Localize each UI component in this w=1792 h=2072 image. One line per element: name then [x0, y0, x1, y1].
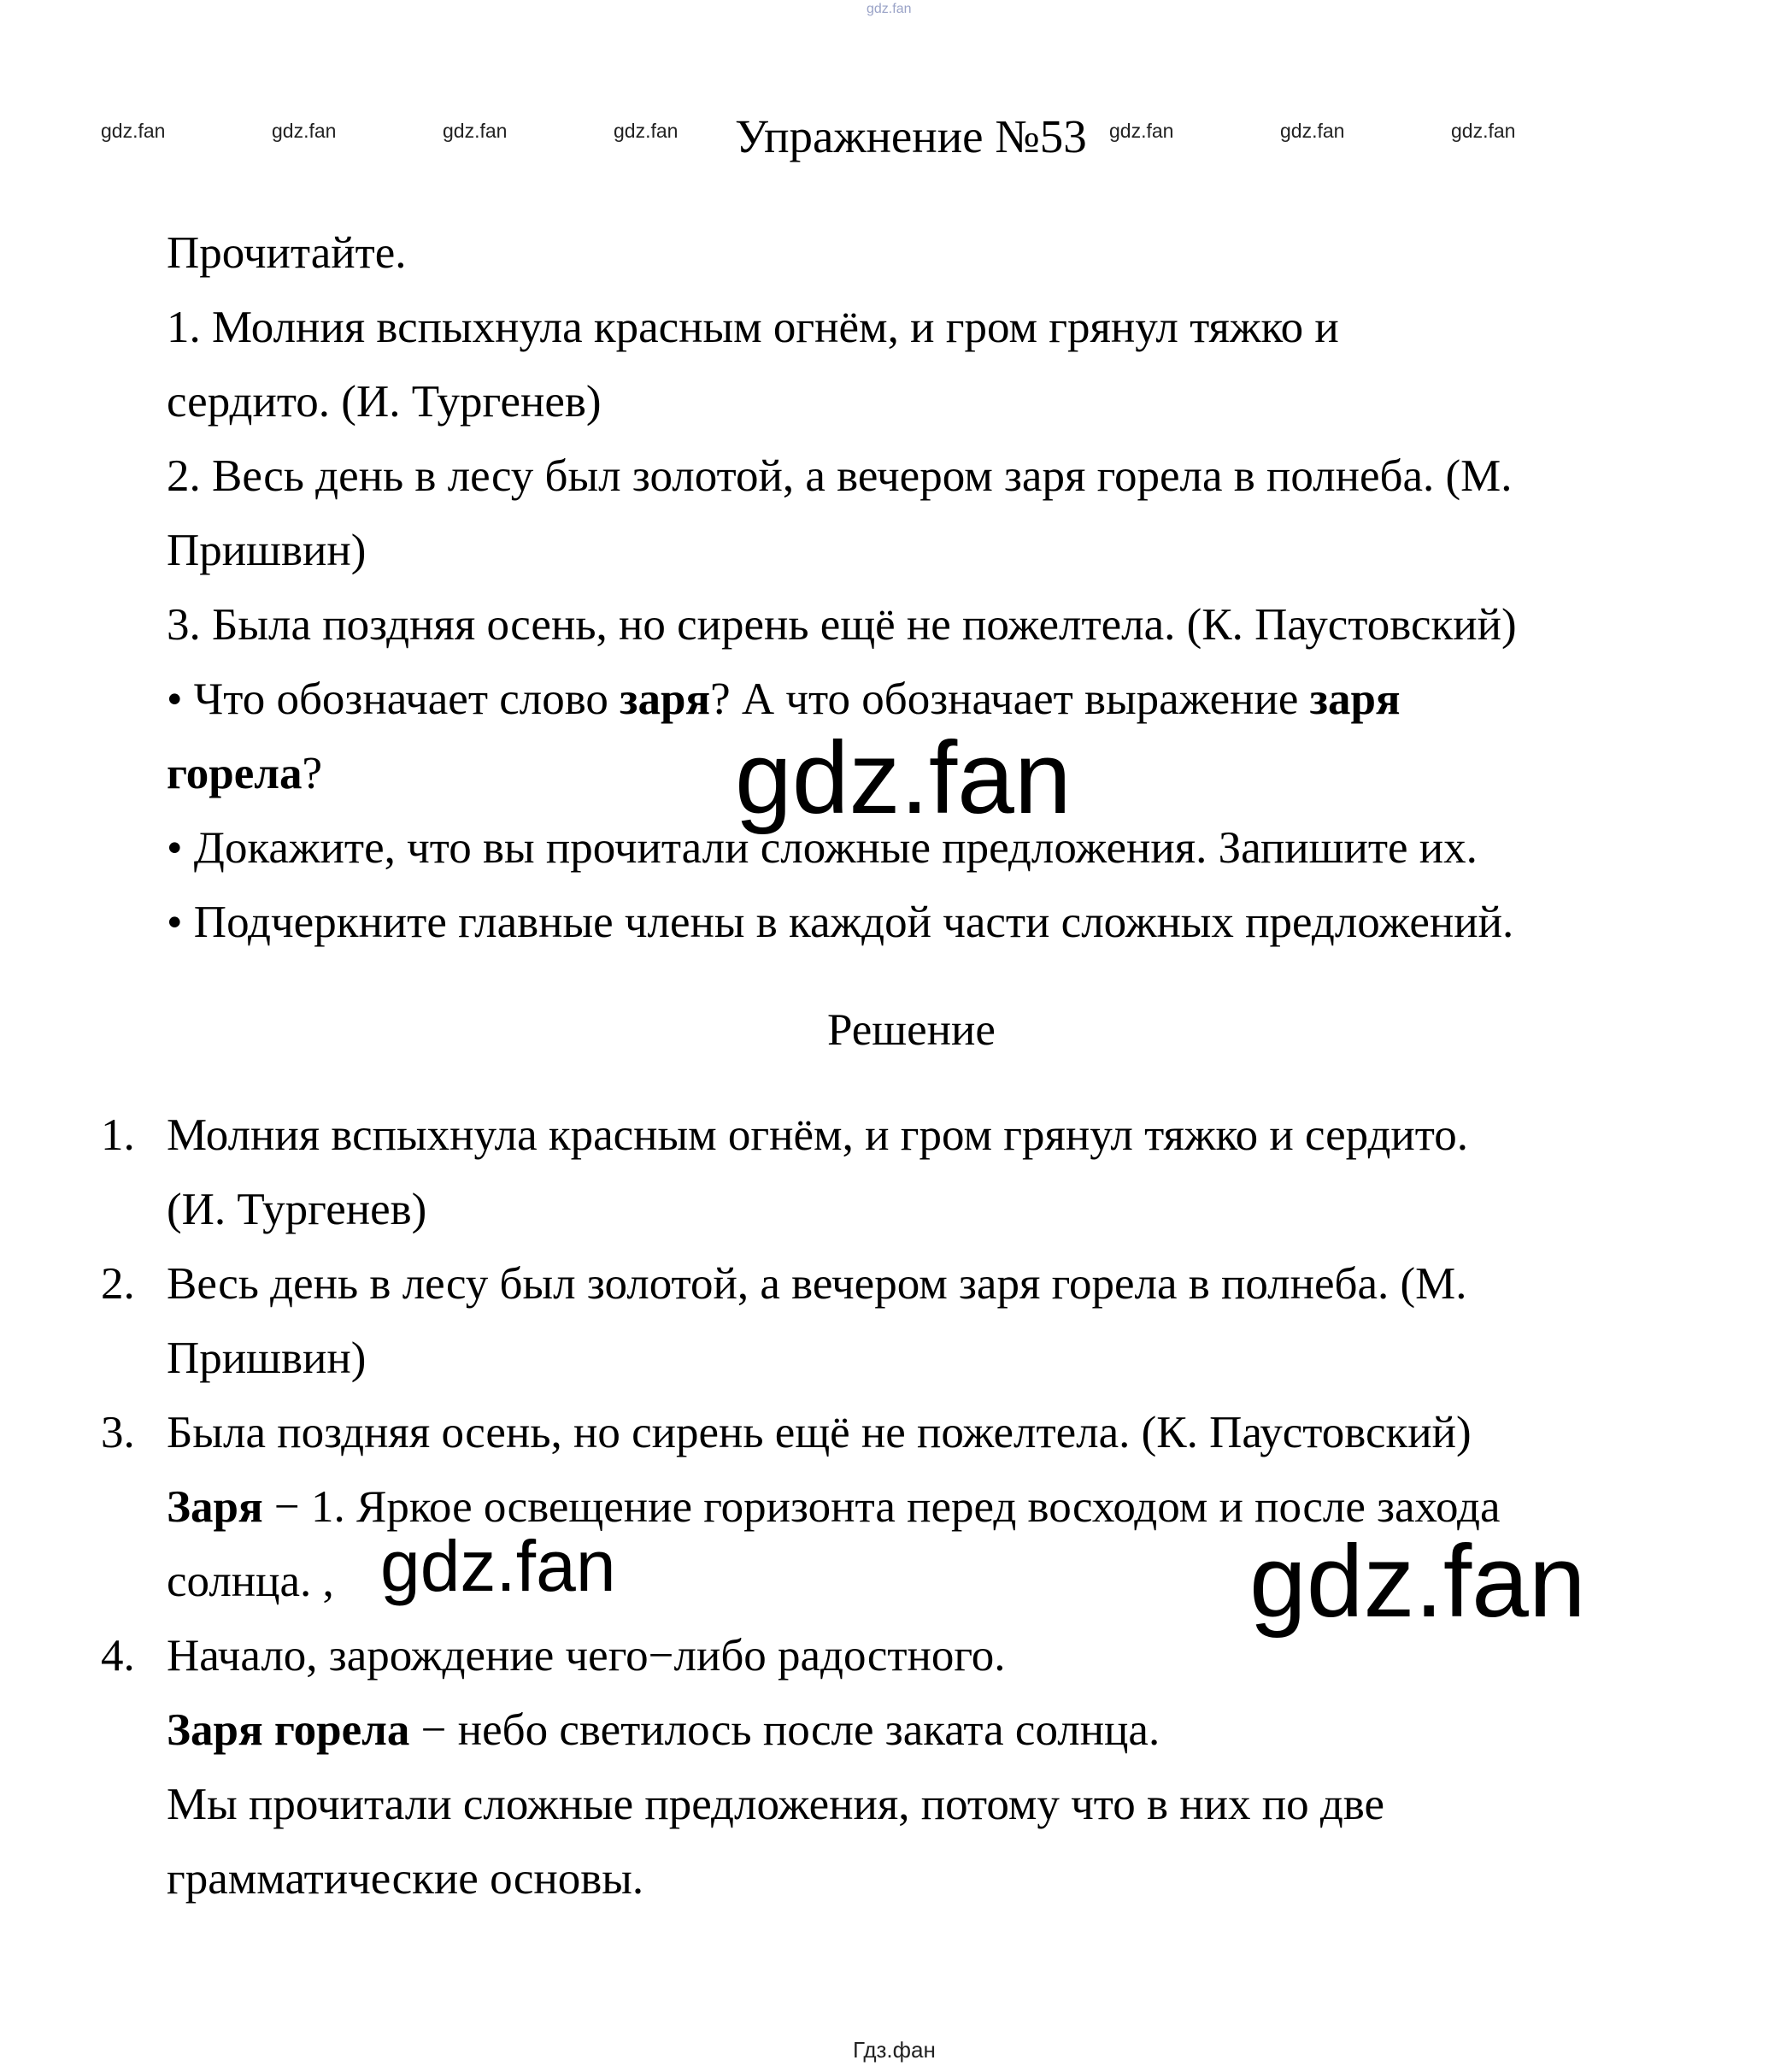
zarya-gorela-definition: [167, 1704, 1160, 1756]
watermark-top-5: gdz.fan: [1109, 120, 1174, 142]
watermark-top-4: gdz.fan: [614, 120, 679, 142]
zarya-gorela-text: − небо светилось после заката солнца.: [409, 1705, 1160, 1755]
watermark-top-6: gdz.fan: [1280, 120, 1345, 142]
answer-number-3: 3.: [101, 1408, 135, 1457]
watermark-top-2: gdz.fan: [272, 120, 337, 142]
q1-bold-zarya: заря: [620, 674, 711, 724]
answer-2-line-1: Весь день в лесу был золотой, а вечером заря горела в полнеба. (М.: [167, 1259, 1467, 1309]
task-sentence-1-line-2: сердито. (И. Тургенев): [167, 377, 602, 427]
watermark-big-1: gdz.fan: [735, 721, 1072, 835]
task-sentence-2-line-1: 2. Весь день в лесу был золотой, а вечером заря горела в полнеба. (М.: [167, 451, 1513, 501]
page-title: Упражнение №53: [735, 110, 1087, 162]
zarya-definition-line-2: солнца. ,: [167, 1557, 334, 1606]
answer-number-2: 2.: [101, 1259, 135, 1309]
task-question-3: • Подчеркните главные члены в каждой части сложных предложений.: [167, 898, 1514, 947]
zarya-term: Заря: [167, 1482, 263, 1532]
q1-bold-gorela: горела: [167, 749, 303, 798]
task-intro: Прочитайте.: [167, 228, 407, 278]
task-question-1-line-2: [167, 748, 322, 799]
conclusion-line-1: Мы прочитали сложные предложения, потому что в них по две: [167, 1780, 1385, 1829]
q1-bold-zarya-2: заря: [1309, 674, 1401, 724]
answer-2-line-2: Пришвин): [167, 1333, 367, 1383]
watermark-top-7: gdz.fan: [1451, 120, 1516, 142]
q1-text-mid: ? А что обозначает выражение: [710, 674, 1310, 724]
solution-heading: Решение: [827, 1005, 996, 1055]
task-question-1-line-1: [167, 674, 1401, 725]
watermark-bottom: Гдз.фан: [853, 2037, 936, 2063]
q1-text-end: ?: [302, 749, 323, 798]
task-sentence-3: 3. Была поздняя осень, но сирень ещё не пожелтела. (К. Паустовский): [167, 600, 1517, 650]
watermark-big-2: gdz.fan: [1249, 1524, 1586, 1639]
task-sentence-1-line-1: 1. Молния вспыхнула красным огнём, и гром грянул тяжко и: [167, 303, 1339, 352]
task-question-2: • Докажите, что вы прочитали сложные предложения. Запишите их.: [167, 823, 1478, 873]
watermark-mid-1: gdz.fan: [380, 1526, 616, 1606]
answer-3: Была поздняя осень, но сирень ещё не пожелтела. (К. Паустовский): [167, 1408, 1472, 1457]
watermark-tiny-top: gdz.fan: [867, 2, 912, 16]
answer-1-line-2: (И. Тургенев): [167, 1185, 427, 1234]
conclusion-line-2: грамматические основы.: [167, 1854, 644, 1904]
task-sentence-2-line-2: Пришвин): [167, 526, 367, 575]
q1-text-pre: • Что обозначает слово: [167, 674, 620, 724]
zarya-gorela-term: Заря горела: [167, 1705, 410, 1755]
answer-number-1: 1.: [101, 1110, 135, 1160]
answer-1-line-1: Молния вспыхнула красным огнём, и гром грянул тяжко и сердито.: [167, 1110, 1468, 1160]
watermark-top-1: gdz.fan: [101, 120, 166, 142]
answer-4: Начало, зарождение чего−либо радостного.: [167, 1631, 1006, 1681]
zarya-definition-text: − 1. Яркое освещение горизонта перед восходом и после захода: [262, 1482, 1501, 1532]
watermark-top-3: gdz.fan: [443, 120, 508, 142]
answer-number-4: 4.: [101, 1631, 135, 1681]
